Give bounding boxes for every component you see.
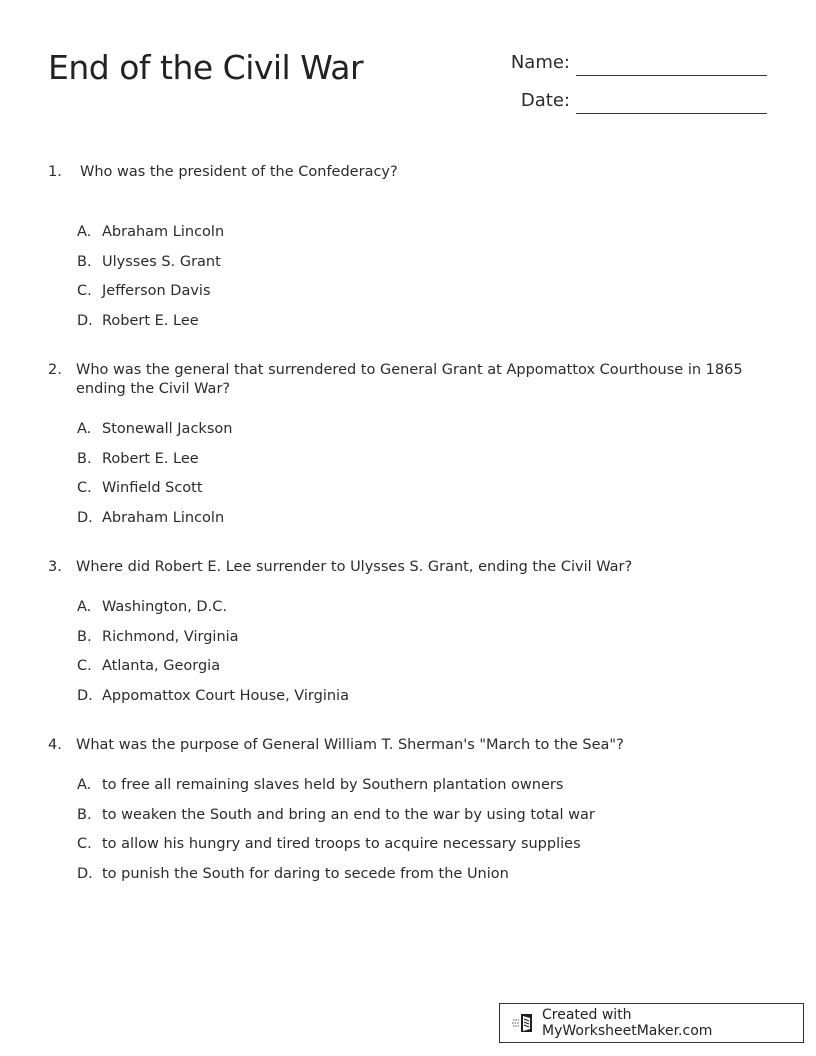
option-letter: C. [77,283,92,299]
option-text: to free all remaining slaves held by Southern plantation owners [102,777,564,793]
option-text: Washington, D.C. [102,599,227,615]
option-text: Richmond, Virginia [102,628,239,645]
name-blank-line[interactable] [576,51,767,76]
option-text: Abraham Lincoln [102,224,225,240]
question-number: 2. [48,362,62,378]
question-number: 3. [48,559,62,575]
name-label: Name: [510,52,570,73]
question-number: 4. [48,737,62,753]
option-letter: A. [77,224,92,240]
option-text: to weaken the South and bring an end to the war by using total war [102,806,595,823]
question-2-options [77,420,757,538]
date-field[interactable] [500,88,770,114]
option-b [77,450,757,480]
question-3-options [77,598,757,716]
option-text: Robert E. Lee [102,312,199,329]
question-text: Who was the general that surrendered to General Grant at Appomattox Courthouse in 1865 ending the Civil War? [76,362,743,397]
date-blank-line[interactable] [576,89,767,114]
option-letter: D. [77,509,93,526]
option-text: to punish the South for daring to secede from the Union [102,865,509,882]
option-d [77,687,757,717]
option-d [77,312,757,342]
option-text: Winfield Scott [102,480,203,496]
option-text: Abraham Lincoln [102,509,225,526]
option-letter: B. [77,253,92,270]
option-letter: B. [77,450,92,467]
question-1-options [77,223,757,341]
question-text: Where did Robert E. Lee surrender to Ulysses S. Grant, ending the Civil War? [76,559,633,575]
option-text: Atlanta, Georgia [102,658,221,674]
question-3 [48,558,768,577]
created-with-text: Created with MyWorksheetMaker.com [542,1007,713,1039]
question-text: What was the purpose of General William T. Sherman's "March to the Sea"? [76,737,624,753]
date-label: Date: [520,90,570,111]
option-text: Ulysses S. Grant [102,253,221,270]
option-d [77,865,757,895]
option-letter: A. [77,421,92,437]
option-letter: D. [77,687,93,704]
option-letter: C. [77,836,92,852]
option-b [77,628,757,658]
worksheet-title: End of the Civil War [48,48,364,87]
option-a [77,776,757,806]
option-text: Stonewall Jackson [102,421,233,437]
option-a [77,420,757,450]
option-letter: C. [77,480,92,496]
option-d [77,509,757,539]
question-number: 1. [48,164,62,180]
option-letter: B. [77,806,92,823]
option-text: Appomattox Court House, Virginia [102,687,349,704]
option-text: to allow his hungry and tired troops to acquire necessary supplies [102,836,581,852]
option-text: Jefferson Davis [102,283,211,299]
option-b [77,806,757,836]
worksheet-maker-logo-icon [512,1012,536,1034]
option-letter: D. [77,312,93,329]
question-text: Who was the president of the Confederacy? [80,164,398,180]
option-text: Robert E. Lee [102,450,199,467]
option-letter: C. [77,658,92,674]
option-letter: A. [77,599,92,615]
option-c [77,479,757,509]
option-a [77,598,757,628]
option-c [77,657,757,687]
option-c [77,835,757,865]
question-4 [48,736,768,755]
option-letter: A. [77,777,92,793]
question-4-options [77,776,757,894]
option-c [77,282,757,312]
option-a [77,223,757,253]
option-letter: B. [77,628,92,645]
question-2 [48,361,763,399]
name-field[interactable] [500,50,770,76]
question-1 [48,163,768,182]
option-b [77,253,757,283]
option-letter: D. [77,865,93,882]
created-with-badge[interactable] [499,1003,804,1043]
